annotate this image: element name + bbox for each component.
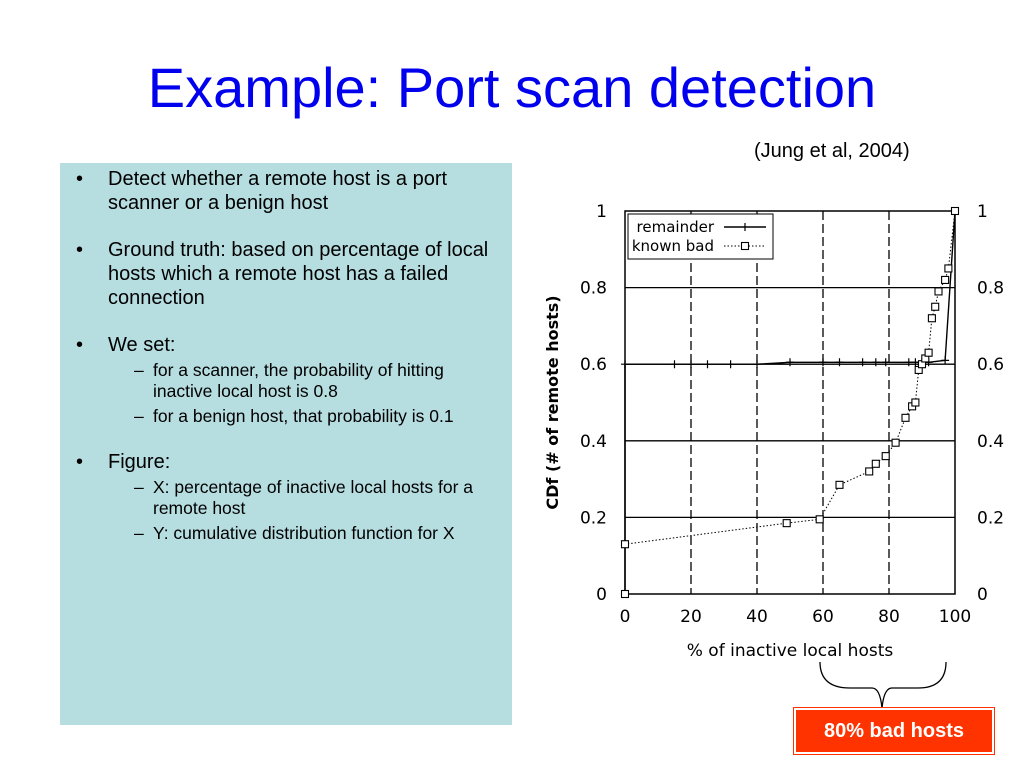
y-tick-label-left: 0.6 bbox=[579, 355, 607, 376]
sub-item bbox=[74, 360, 498, 402]
sub-marker: – bbox=[134, 523, 144, 543]
known-bad-point bbox=[912, 399, 919, 406]
y-tick-label-left: 1 bbox=[596, 202, 607, 222]
x-tick-label: 100 bbox=[938, 607, 972, 627]
bullet-text: Ground truth: based on percentage of local hosts which a remote host has a failed connection bbox=[108, 239, 489, 309]
known-bad-point bbox=[882, 453, 889, 460]
remainder-point bbox=[727, 360, 735, 368]
y-tick-label-left: 0.2 bbox=[579, 508, 607, 529]
y-tick-label-right: 0.8 bbox=[977, 278, 1005, 299]
bullet-marker: • bbox=[76, 334, 84, 356]
remainder-point bbox=[872, 358, 880, 366]
bullet-item bbox=[74, 238, 498, 310]
remainder-point bbox=[704, 360, 712, 368]
remainder-point bbox=[836, 358, 844, 366]
remainder-point bbox=[753, 360, 761, 368]
sub-marker: – bbox=[134, 406, 144, 426]
remainder-point bbox=[786, 358, 794, 366]
sub-item bbox=[74, 406, 498, 427]
sub-text: Y: cumulative distribution function for X bbox=[153, 523, 455, 543]
sub-text: for a scanner, the probability of hitting inactive local host is 0.8 bbox=[153, 360, 444, 401]
bullet-marker: • bbox=[76, 239, 84, 261]
bullet-item bbox=[74, 450, 498, 544]
y-tick-label-right: 0.4 bbox=[977, 431, 1005, 452]
sub-item bbox=[74, 477, 498, 519]
known-bad-point bbox=[925, 349, 932, 356]
curly-brace-icon bbox=[810, 660, 960, 710]
y-tick-label-right: 0.6 bbox=[977, 355, 1005, 376]
bullet-marker: • bbox=[76, 451, 84, 473]
bad-hosts-callout: 80% bad hosts bbox=[794, 708, 994, 754]
y-tick-label-left: 0.4 bbox=[579, 431, 607, 452]
known-bad-point bbox=[942, 276, 949, 283]
sub-list bbox=[108, 360, 498, 427]
known-bad-point bbox=[952, 208, 959, 215]
known-bad-point bbox=[866, 468, 873, 475]
legend-marker-known-bad bbox=[742, 243, 749, 250]
known-bad-point bbox=[816, 516, 823, 523]
sub-item bbox=[74, 523, 498, 544]
sub-list bbox=[108, 477, 498, 544]
bullet-list bbox=[74, 167, 498, 544]
known-bad-point bbox=[872, 460, 879, 467]
citation: (Jung et al, 2004) bbox=[754, 140, 910, 162]
sub-text: for a benign host, that probability is 0.1 bbox=[153, 406, 454, 426]
known-bad-point bbox=[622, 591, 629, 598]
bullet-marker: • bbox=[76, 168, 84, 190]
x-tick-label: 20 bbox=[680, 607, 702, 627]
series-remainder-line bbox=[625, 211, 955, 594]
bullet-text: Detect whether a remote host is a port scanner or a benign host bbox=[108, 168, 448, 214]
remainder-point bbox=[621, 360, 629, 368]
bullet-text: Figure: bbox=[108, 451, 171, 473]
x-tick-label: 80 bbox=[878, 607, 900, 627]
legend-label-known-bad: known bad bbox=[631, 237, 714, 255]
known-bad-point bbox=[932, 303, 939, 310]
remainder-point bbox=[941, 356, 949, 364]
x-axis-label: % of inactive local hosts bbox=[686, 641, 894, 661]
remainder-point bbox=[671, 360, 679, 368]
y-tick-label-left: 0 bbox=[596, 585, 607, 605]
known-bad-point bbox=[945, 265, 952, 272]
bullet-panel bbox=[60, 163, 512, 725]
y-tick-label-right: 0 bbox=[977, 585, 988, 605]
sub-text: X: percentage of inactive local hosts for a remote host bbox=[153, 477, 474, 518]
y-axis-label: CDf (# of remote hosts) bbox=[543, 295, 562, 510]
known-bad-point bbox=[928, 315, 935, 322]
legend-label-remainder: remainder bbox=[636, 218, 714, 236]
known-bad-point bbox=[622, 541, 629, 548]
cdf-chart bbox=[540, 190, 1010, 665]
slide-title: Example: Port scan detection bbox=[147, 56, 877, 119]
bullet-text: We set: bbox=[108, 334, 176, 356]
series-known-bad-line bbox=[625, 211, 955, 594]
plot-frame bbox=[625, 211, 955, 594]
x-tick-label: 40 bbox=[746, 607, 768, 627]
known-bad-point bbox=[935, 288, 942, 295]
y-tick-label-left: 0.8 bbox=[579, 278, 607, 299]
bullet-item bbox=[74, 167, 498, 215]
known-bad-point bbox=[783, 520, 790, 527]
remainder-point bbox=[819, 358, 827, 366]
known-bad-point bbox=[836, 481, 843, 488]
remainder-point bbox=[859, 358, 867, 366]
sub-marker: – bbox=[134, 477, 144, 497]
y-tick-label-right: 0.2 bbox=[977, 508, 1005, 529]
bullet-item bbox=[74, 333, 498, 427]
known-bad-point bbox=[902, 414, 909, 421]
remainder-point bbox=[687, 360, 695, 368]
y-tick-label-right: 1 bbox=[977, 202, 988, 222]
known-bad-point bbox=[892, 439, 899, 446]
sub-marker: – bbox=[134, 360, 144, 380]
x-tick-label: 0 bbox=[619, 607, 631, 627]
x-tick-label: 60 bbox=[812, 607, 834, 627]
